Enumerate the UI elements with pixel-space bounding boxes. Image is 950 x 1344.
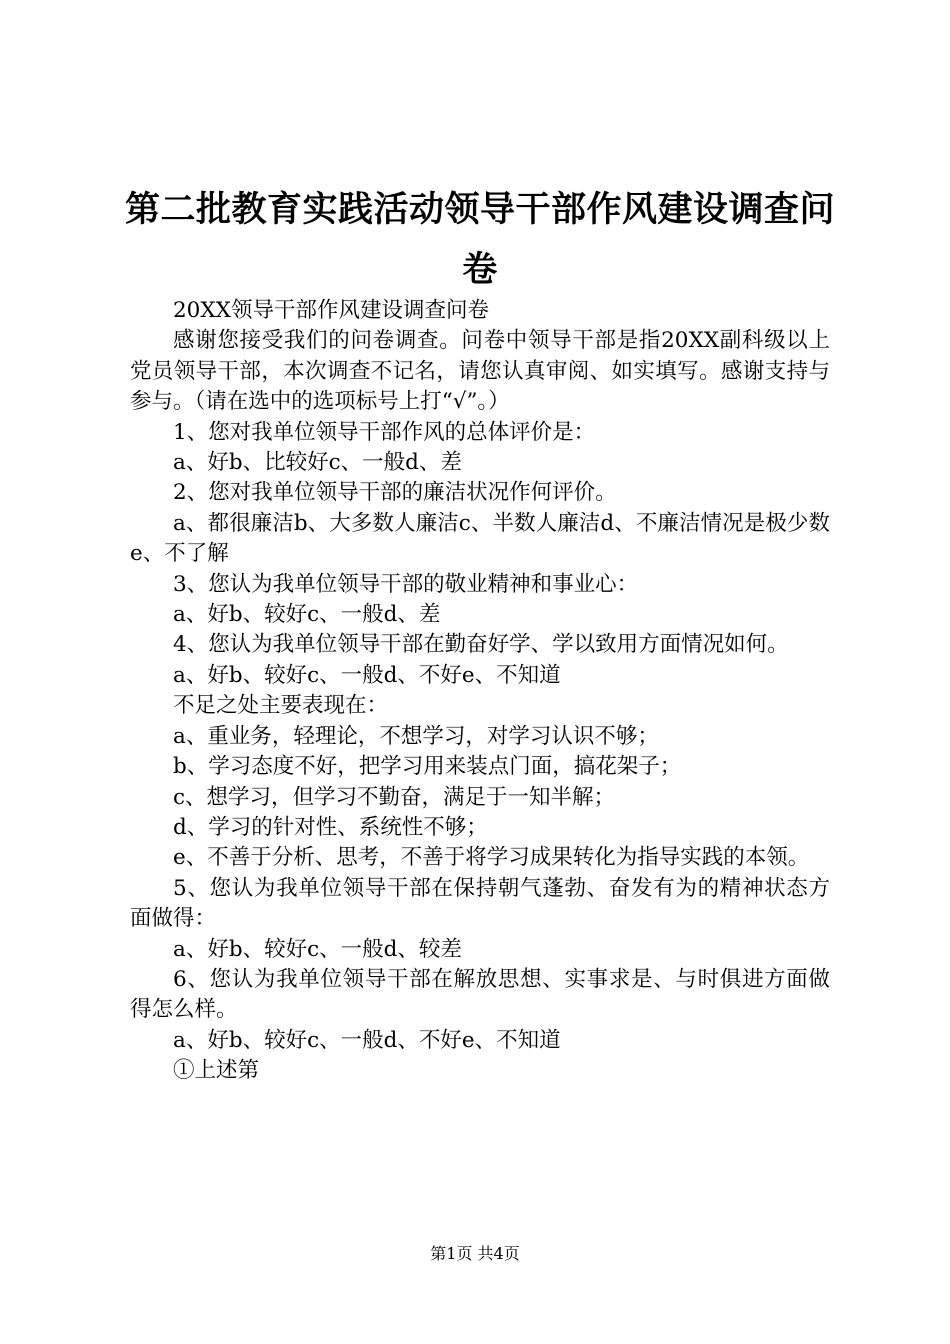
question-5: 5、您认为我单位领导干部在保持朝气蓬勃、奋发有为的精神状态方面做得： — [130, 875, 830, 932]
question-6: 6、您认为我单位领导干部在解放思想、实事求是、与时俱进方面做得怎么样。 — [130, 966, 830, 1023]
options-4: a、好b、较好c、一般d、不好e、不知道 — [173, 662, 561, 688]
shortcomings-heading: 不足之处主要表现在： — [173, 693, 389, 719]
shortcoming-d: d、学习的针对性、系统性不够； — [173, 814, 488, 840]
paragraph-intro: 感谢您接受我们的问卷调查。问卷中领导干部是指20XX副科级以上党员领导干部，本次调查不记名，请您认真审阅、如实填写。感谢支持与参与。（请在选中的选项标号上打“√”。） — [130, 328, 830, 415]
question-2: 2、您对我单位领导干部的廉洁状况作何评价。 — [173, 480, 617, 506]
options-2: a、都很廉洁b、大多数人廉洁c、半数人廉洁d、不廉洁情况是极少数e、不了解 — [130, 510, 830, 567]
document-title: 第二批教育实践活动领导干部作风建设调查问卷 — [124, 190, 835, 290]
shortcoming-c: c、想学习，但学习不勤奋，满足于一知半解； — [173, 784, 616, 810]
options-3: a、好b、较好c、一般d、差 — [173, 602, 441, 628]
question-3: 3、您认为我单位领导干部的敬业精神和事业心： — [173, 571, 639, 597]
options-6: a、好b、较好c、一般d、不好e、不知道 — [173, 1027, 561, 1053]
shortcoming-a: a、重业务，轻理论，不想学习，对学习认识不够； — [173, 723, 659, 749]
shortcoming-b: b、学习态度不好，把学习用来装点门面，搞花架子； — [173, 754, 682, 780]
question-4: 4、您认为我单位领导干部在勤奋好学、学以致用方面情况如何。 — [173, 632, 789, 658]
shortcoming-e: e、不善于分析、思考，不善于将学习成果转化为指导实践的本领。 — [173, 845, 810, 871]
document-body — [130, 296, 830, 1087]
page-footer: 第1页 共4页 — [430, 1244, 520, 1263]
options-1: a、好b、比较好c、一般d、差 — [173, 450, 462, 476]
question-1: 1、您对我单位领导干部作风的总体评价是： — [173, 419, 596, 445]
paragraph-continued: ①上述第 — [173, 1058, 260, 1084]
paragraph-subtitle: 20XX领导干部作风建设调查问卷 — [173, 298, 489, 323]
options-5: a、好b、较好c、一般d、较差 — [173, 936, 462, 962]
